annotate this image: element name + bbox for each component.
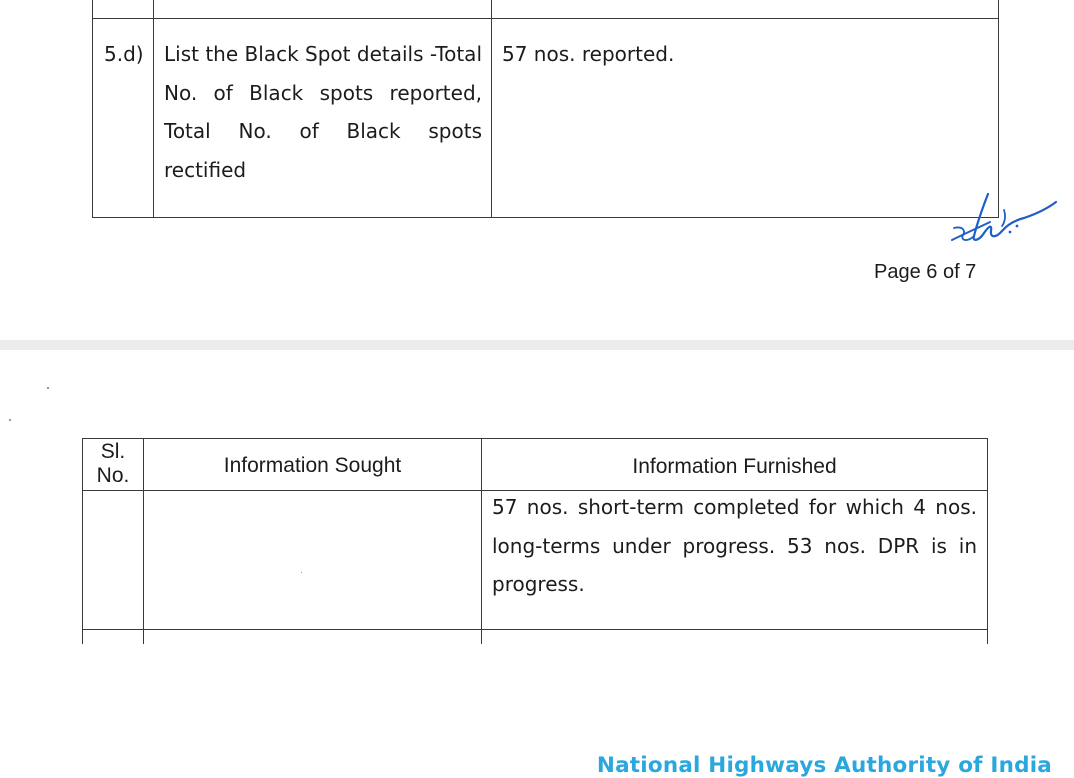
signature-image [946, 186, 1062, 252]
page-6-fragment [0, 0, 1074, 340]
header-serial-number [83, 440, 143, 488]
header-serial-line-2: No. [96, 464, 130, 487]
page-7-fragment [0, 350, 1074, 778]
sought-line-3: Total No. of Black spots [164, 119, 482, 143]
header-information-sought: Information Sought [223, 454, 402, 477]
page-separator [0, 340, 1074, 350]
table-bottom-rule [92, 217, 999, 218]
table-divider-serial [153, 0, 154, 218]
furnished-line-2: long-terms under progress. 53 nos. DPR is in [492, 533, 977, 558]
table-row-rule [92, 18, 999, 19]
page-number: Page 6 of 7 [874, 261, 977, 283]
furnished-line-1: 57 nos. short-term completed for which 4 nos. [492, 495, 977, 519]
table-top-rule [82, 438, 988, 439]
header-information-furnished: Information Furnished [632, 455, 837, 478]
scan-speck [301, 572, 302, 573]
table-border-left [92, 0, 93, 218]
row-information-furnished: 57 nos. reported. [502, 42, 675, 66]
furnished-line-3: progress. [492, 572, 585, 596]
table-divider-sought [491, 0, 492, 218]
header-serial-line-1: Sl. [100, 440, 126, 463]
scan-speck [9, 419, 11, 421]
table-border-right [987, 438, 988, 644]
row-information-furnished [492, 488, 977, 604]
sought-line-1: List the Black Spot details -Total [164, 42, 482, 66]
row-serial: 5.d) [104, 42, 144, 66]
row-information-sought [164, 35, 482, 189]
scan-speck [47, 387, 49, 389]
sought-line-4: rectified [164, 157, 247, 182]
organization-name: National Highways Authority of India [596, 753, 1052, 778]
sought-line-2: No. of Black spots reported, [164, 80, 482, 105]
table-row-rule [82, 629, 988, 630]
